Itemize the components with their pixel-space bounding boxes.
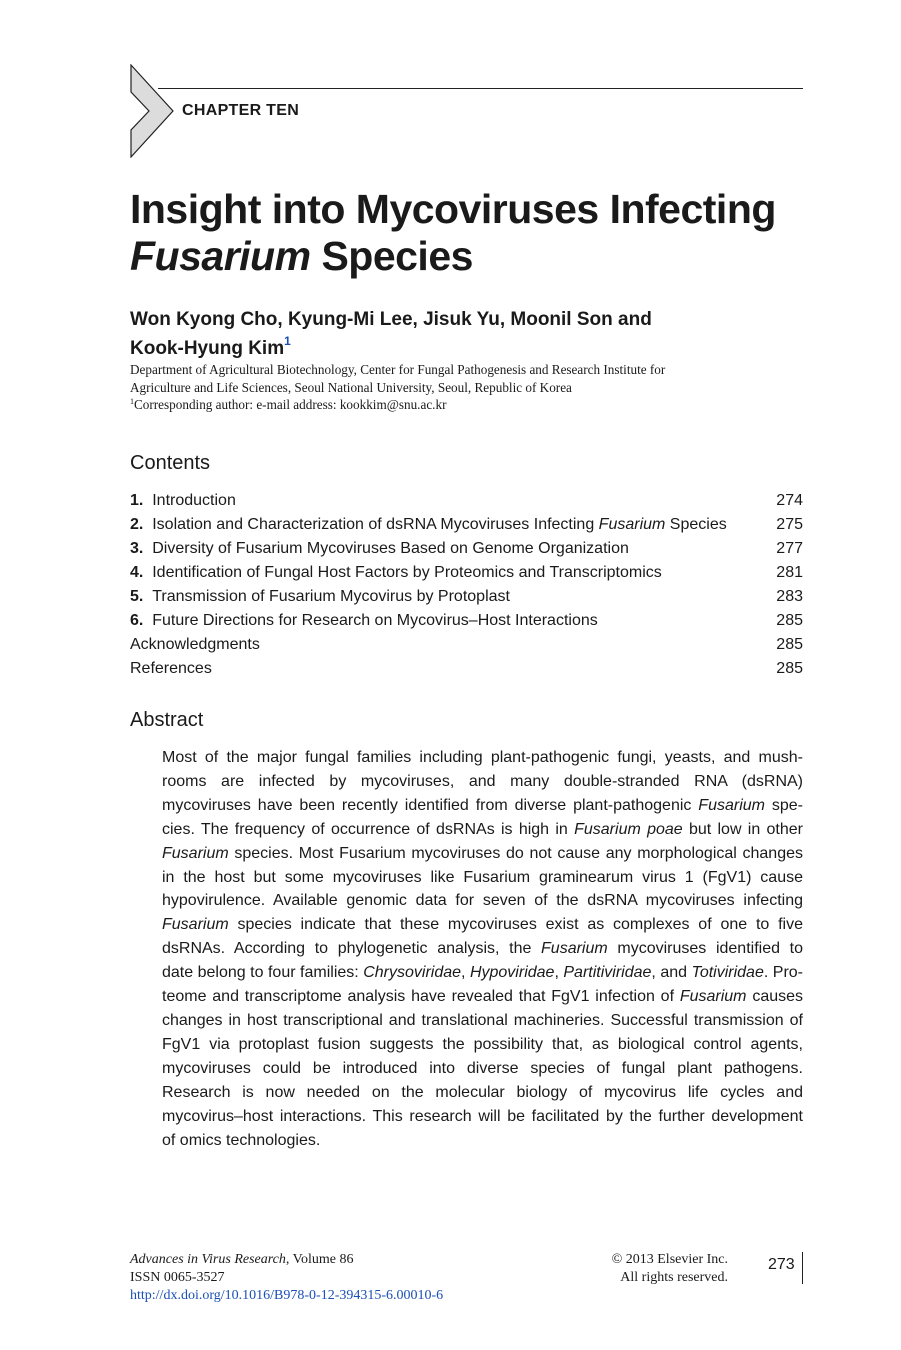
abstract-line: cies. The frequency of occurrence of dsRNAs is high in Fusarium poae but low in other [162,820,803,838]
affiliation [130,361,810,397]
authors-line-1: Won Kyong Cho, Kyung-Mi Lee, Jisuk Yu, Moonil Son and [130,309,652,330]
abstract-line: hypovirulence. Available genomic data for seven of the dsRNA mycoviruses infecting [162,892,803,910]
toc-entry-number: 6. [130,612,144,629]
toc-entry-number: 4. [130,564,144,581]
journal-name: Advances in Virus Research [130,1252,286,1267]
toc-entry-title: Acknowledgments [130,636,260,653]
author-name: Kook-Hyung Kim [130,338,285,359]
toc-entry-number: 1. [130,492,144,509]
contents-heading: Contents [130,452,211,474]
toc-entry-title: 4. Identification of Fungal Host Factors by Proteomics and Transcriptomics [130,564,662,581]
footer-journal-line [130,1251,443,1269]
chapter-label: CHAPTER TEN [182,102,300,119]
title-italic-genus: Fusarium [130,233,311,279]
title-line-2 [130,233,820,280]
page-number: 273 [768,1256,795,1273]
affiliation-line-2: Agriculture and Life Sciences, Seoul National University, Seoul, Republic of Korea [130,380,572,395]
top-rule [158,88,803,89]
rights-line: All rights reserved. [620,1270,728,1285]
toc-entry-page: 285 [776,636,803,653]
abstract-line: Fusarium species. Most Fusarium mycoviruses do not cause any morphological changes [162,844,803,862]
doi-link[interactable]: http://dx.doi.org/10.1016/B978-0-12-394315-6.00010-6 [130,1288,444,1303]
abstract-heading: Abstract [130,709,204,731]
toc-entry[interactable] [130,585,803,609]
author-list [130,305,820,363]
affiliation-line-1: Department of Agricultural Biotechnology, Center for Fungal Pathogenesis and Research Institute for [130,362,666,377]
toc-entry-page: 285 [776,660,803,677]
toc-entry[interactable] [130,561,803,585]
abstract-line: mycoviruses could be introduced into diverse species of fungal plant pathogens. [162,1059,803,1077]
toc-entry[interactable] [130,657,803,681]
toc-entry[interactable] [130,513,803,537]
abstract-line: teome and transcriptome analysis have revealed that FgV1 infection of Fusarium causes [162,988,804,1006]
abstract-line: rooms are infected by mycoviruses, and many double-stranded RNA (dsRNA) [162,772,803,790]
abstract-line: of omics technologies. [162,1131,321,1149]
toc-entry-page: 277 [776,540,803,557]
chapter-chevron-icon [130,64,174,158]
corresponding-text: Corresponding author: e-mail address: kookkim@snu.ac.kr [134,397,447,412]
toc-entry-number: 2. [130,516,144,533]
corresponding-author [130,396,810,414]
toc-entry-title: 5. Transmission of Fusarium Mycovirus by Protoplast [130,588,510,605]
toc-entry-page: 274 [776,492,803,509]
page-number-rule [802,1252,803,1284]
journal-volume: , Volume 86 [285,1252,354,1267]
toc-entry-page: 275 [776,516,803,533]
table-of-contents [130,489,803,681]
abstract-line: Fusarium species indicate that these mycoviruses exist as complexes of one to five [162,916,803,934]
footer-copyright [560,1251,728,1287]
abstract-line: Research is now needed on the molecular biology of mycovirus life cycles and [162,1083,803,1101]
title-line-2-rest: Species [310,233,473,279]
corresponding-mark: 1 [130,397,134,406]
author-footnote-mark[interactable]: 1 [284,334,291,348]
abstract-line: mycoviruses have been recently identified from diverse plant-pathogenic Fusarium spe- [162,796,804,814]
title-line-1: Insight into Mycoviruses Infecting [130,186,776,232]
toc-entry[interactable] [130,609,803,633]
toc-entry-title: 6. Future Directions for Research on Mycovirus–Host Interactions [130,612,598,629]
footer-issn: ISSN 0065-3527 [130,1270,225,1285]
footer-citation [130,1251,443,1305]
toc-entry-page: 281 [776,564,803,581]
copyright-line: © 2013 Elsevier Inc. [611,1252,728,1267]
toc-entry-title: 2. Isolation and Characterization of dsRNA Mycoviruses Infecting Fusarium Species [130,516,727,533]
abstract-line: Most of the major fungal families including plant-pathogenic fungi, yeasts, and mush- [162,749,803,766]
abstract-line: date belong to four families: Chrysoviridae, Hypoviridae, Partitiviridae, and Totiviridae. Pro- [162,964,804,982]
abstract-line: mycovirus–host interactions. This research will be facilitated by the further development [162,1107,803,1125]
toc-entry-page: 283 [776,588,803,605]
toc-entry-number: 5. [130,588,144,605]
toc-entry-title: 1. Introduction [130,492,236,509]
abstract-line: FgV1 via protoplast fusion suggests the possibility that, as biological control agents, [162,1035,803,1053]
toc-entry-title: 3. Diversity of Fusarium Mycoviruses Based on Genome Organization [130,540,629,557]
toc-entry[interactable] [130,537,803,561]
toc-entry-number: 3. [130,540,144,557]
toc-entry[interactable] [130,633,803,657]
toc-entry[interactable] [130,489,803,513]
toc-entry-page: 285 [776,612,803,629]
chapter-title [130,186,820,280]
toc-entry-title: References [130,660,212,677]
abstract-line: dsRNAs. According to phylogenetic analysis, the Fusarium mycoviruses identified to [162,940,803,958]
abstract-body [162,746,803,1152]
abstract-line: in the host but some mycoviruses like Fusarium graminearum virus 1 (FgV1) cause [162,868,803,886]
authors-line-2 [130,334,820,363]
abstract-line: changes in host transcriptional and translational machineries. Successful transmission of [162,1011,803,1029]
